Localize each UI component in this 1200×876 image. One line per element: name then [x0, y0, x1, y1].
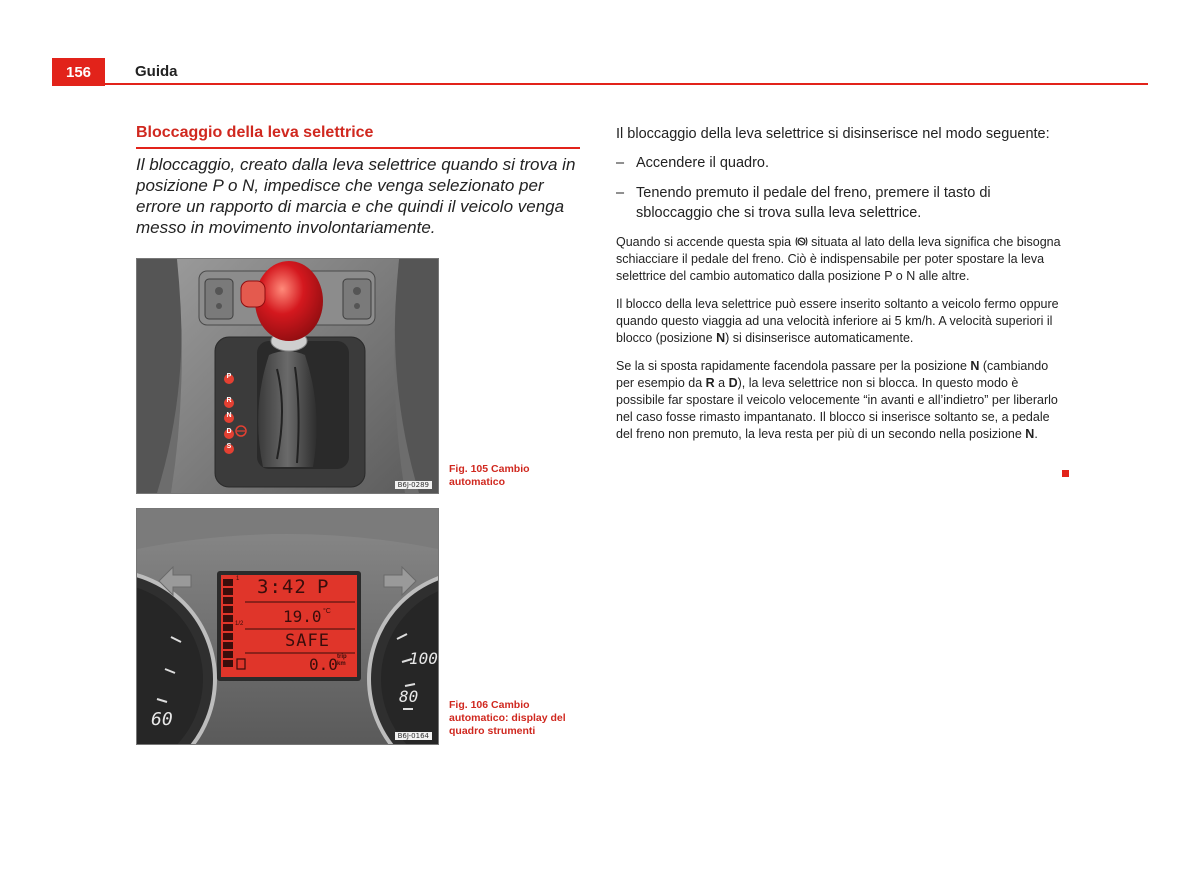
- display-trip-label-top: trip: [337, 654, 347, 660]
- figure-instrument-display: [136, 508, 439, 745]
- note-text: a: [714, 376, 729, 390]
- list-dash: –: [616, 155, 625, 171]
- display-gear: P: [317, 576, 329, 598]
- brake-warning-icon: [795, 236, 808, 247]
- note-text: (cambiando per esempio da: [616, 359, 1049, 390]
- speedo-label-60: 60: [151, 709, 173, 730]
- note-text: ) si disinserisce automaticamente.: [725, 331, 914, 345]
- figure-code: B6J-0289: [395, 481, 432, 489]
- note-text: situata al lato della leva significa che bisogna schiacciare il pedale del freno. Ciò è indispensabile per poter spostare la leva selettrice del cambio automatico dalla posizione P o N alle altre.: [616, 235, 1061, 283]
- bold-gear-r: R: [705, 376, 715, 390]
- note-text: ), la leva selettrice non si blocca. In questo modo è possibile far spostare il veicolo velocemente “in avanti e all’indietro” per liberarlo nel caso fosse rimasto impantanato. Il blocco si inserisce soltanto se, a pedale del freno non premuto, la leva resta per più di un secondo nella posizione: [616, 376, 1058, 441]
- figure-caption: Fig. 105 Cambio automatico: [449, 463, 530, 488]
- gear-selector-illustration: [137, 259, 438, 493]
- gear-letter-r: R: [226, 397, 232, 404]
- intro-paragraph: Il bloccaggio, creato dalla leva selettrice quando si trova in posizione P o N, impedisce che venga selezionato per errore un rapporto di marcia e che quindi il veicolo venga messo in movimento involontariamente.: [136, 155, 576, 237]
- lead-paragraph: Il bloccaggio della leva selettrice si disinserisce nel modo seguente:: [616, 126, 1050, 142]
- display-trip-label: [337, 654, 347, 668]
- fuel-half-mark: 1/2: [235, 621, 244, 627]
- gear-letter-d: D: [226, 428, 232, 435]
- running-title: Guida: [135, 63, 178, 80]
- note-paragraph: [616, 296, 1061, 347]
- list-dash: –: [616, 185, 625, 201]
- gear-letter-n: N: [226, 412, 232, 419]
- section-end-marker: [1062, 470, 1069, 477]
- bold-gear-d: D: [728, 376, 738, 390]
- note-paragraph: [616, 358, 1061, 443]
- list-item: [616, 183, 1061, 223]
- display-clock: 3:42: [257, 576, 307, 598]
- step-text: Tenendo premuto il pedale del freno, premere il tasto di sbloccaggio che si trova sulla leva selettrice.: [636, 185, 991, 221]
- fuel-full-mark: 1: [236, 576, 240, 582]
- note-paragraph: [616, 234, 1061, 285]
- page-number: 156: [52, 58, 105, 86]
- display-message: SAFE: [285, 631, 330, 651]
- gear-letter-p: P: [226, 373, 232, 380]
- figure-caption: Fig. 106 Cambio automatico: display del quadro strumenti: [449, 699, 566, 737]
- display-temperature-unit: °C: [323, 608, 331, 615]
- note-text: .: [1034, 427, 1038, 441]
- bold-gear-n: N: [1025, 427, 1035, 441]
- display-temperature: 19.0: [283, 607, 322, 626]
- instrument-cluster-illustration: [137, 509, 438, 744]
- list-item: [616, 153, 1061, 173]
- bold-gear-n: N: [716, 331, 726, 345]
- step-text: Accendere il quadro.: [636, 155, 769, 171]
- note-text: Quando si accende questa spia: [616, 235, 792, 249]
- bold-gear-n: N: [970, 359, 980, 373]
- figure-code: B6J-0164: [395, 732, 432, 740]
- section-title: Bloccaggio della leva selettrice: [136, 124, 580, 149]
- note-text: Il blocco della leva selettrice può essere inserito soltanto a veicolo fermo oppure quando questo viaggia ad una velocità inferiore ai 5 km/h. A velocità superiori il blocco (posizione: [616, 297, 1059, 345]
- right-column: [616, 124, 1061, 443]
- display-trip-value: 0.0: [309, 655, 338, 674]
- header-rule: [52, 83, 1148, 85]
- rev-label-100: 100: [409, 649, 438, 668]
- figure-gear-selector: [136, 258, 439, 494]
- gear-letter-s: S: [226, 443, 232, 450]
- rev-label-80: 80: [399, 687, 419, 706]
- note-text: Se la si sposta rapidamente facendola passare per la posizione: [616, 359, 971, 373]
- display-trip-label-bottom: km: [337, 661, 346, 667]
